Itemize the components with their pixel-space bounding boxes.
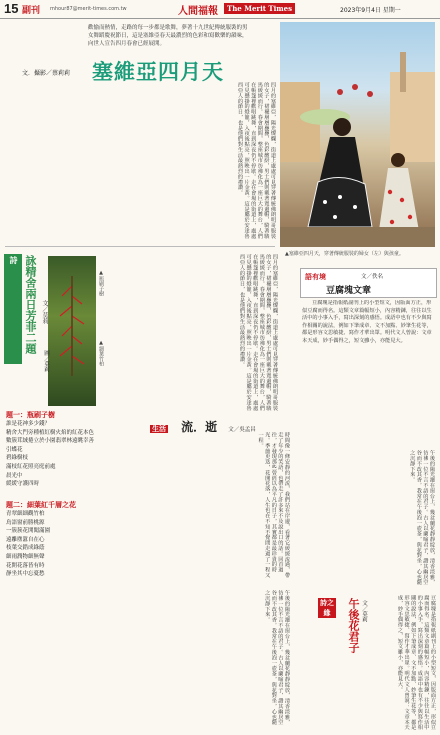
newspaper-logo-en: The Merit Times bbox=[224, 3, 295, 14]
poem-line: 一簇簇花開聞滿園 bbox=[6, 528, 51, 535]
poem-line: 靜坐其中忘憂愁 bbox=[6, 571, 45, 578]
contact-url[interactable]: mhour87@merit-times.com.tw bbox=[50, 6, 127, 12]
poem-line: 花開花落皆有時 bbox=[6, 562, 45, 569]
poem-line: 滿枝紅花照亮庭前處 bbox=[6, 463, 56, 470]
column2-title: 流．逝 bbox=[181, 420, 218, 434]
column1-label: 語有境 bbox=[305, 273, 326, 281]
column1-title: 豆腐塊文章 bbox=[326, 286, 372, 296]
feature-intro: 歡愉而熱情，走路的每一步都是歌舞，夢著十九世紀傳統服裝的男女舞蹈慶祝節日，這是塞維亞春天最濃烈的色彩和寫歡樂的韻味，向世人宣告四月春會已經展開。 bbox=[88, 25, 248, 47]
bottlebrush-flower-illustration bbox=[48, 256, 96, 406]
poem-title-bar bbox=[4, 254, 22, 364]
column3-body-cont: 豆腐塊是指報紙副刊上的小型短文，因版面方正，形似豆腐而得名。這類文章篇幅短小，內容精鍊，往往以生活中的小事入手，寫出深刻的感悟。成語中也有不少與寫作相關的說法，例如下筆成章、文不加點、妙筆生花等，都是形容文思敏捷、寫作才華出眾。明代文人曾說：文章本天成，妙手偶得之，短文雖小，亦能見大。 bbox=[397, 595, 436, 730]
column1-body: 豆腐塊是指報紙副刊上的小型短文，因版面方正，形似豆腐而得名。這類文章篇幅短小，內容精鍊，往往以生活中的小事入手，寫出深刻的感悟。成語中也有不少與寫作相關的說法，例如下筆成章、文不加點、妙筆生花等，都是形容文思敏捷、寫作才華出眾。明代文人曾說：文章本天成，妙手偶得之，短文雖小，亦能見大。 bbox=[302, 300, 432, 344]
photo1-caption: ▲瓶刷子樹 bbox=[98, 270, 104, 296]
poem-line: 鳥語窗前勝桃源 bbox=[6, 519, 45, 526]
middle-article: 四月的塞維亞，陽光燦爛，街道上處處可見穿著傳統佛朗明哥服裝的女子，裙襬層層疊疊，色彩繽紛，男士們則戴著寬邊帽，騎著駿馬緩緩而行。春會期間，整座城市彷彿化為一座巨大的舞台，人們在帳篷裡歡唱跳舞，直到深夜仍不停歇。走在會場的街道上，處處可見懸掛的燈籠，入夜後點亮，照映出一片金黃。這是屬於安達魯西亞人的節日，也是他們對生活最熱烈的禮讚。 bbox=[239, 254, 278, 411]
poem-part2-title: 題二：細葉紅千層之花 bbox=[6, 501, 76, 509]
poem-author: 文／莫莉 bbox=[41, 300, 48, 324]
poem-part1-title: 題一：瓶刷子樹 bbox=[6, 411, 55, 419]
poem-part1-lines bbox=[6, 420, 136, 489]
poem-photo-credit: 圖／莫莉 bbox=[43, 350, 49, 372]
page-number: 15 bbox=[4, 1, 19, 16]
poem-part2-lines bbox=[6, 510, 136, 579]
flamenco-dancers-illustration bbox=[280, 22, 435, 247]
section-name: 副刊 bbox=[22, 6, 41, 16]
poem-line: 遠離塵囂自在心 bbox=[6, 536, 45, 543]
poem-line: 晨光中 bbox=[6, 472, 23, 479]
column2-author: 文／吳孟昌 bbox=[228, 427, 256, 433]
poem-line: 精舍大門旁種植紅樹火焰的紅花本色 bbox=[6, 429, 95, 436]
column2-body-cont: 午後的陽光灑在窗台上，幾盆蘭花靜靜綻放，清香淡雅，彷彿一位不言不語的君子。古人以蘭喻君子，讚其幽居空谷而不改其香。我常在午後泡一壺茶，與花對坐，心也隨之沉靜下來。 bbox=[264, 590, 290, 725]
divider bbox=[5, 246, 275, 247]
column1-author: 文／佚名 bbox=[361, 274, 384, 280]
feature-byline: 文．攝影／蔡莉莉 bbox=[22, 70, 71, 77]
poem-line: 誰是花神多少錢？ bbox=[6, 421, 51, 427]
issue-date: 2023年9月4日 星期一 bbox=[340, 7, 401, 14]
feature-photo bbox=[280, 22, 435, 247]
column2-label: 生活 bbox=[152, 425, 166, 433]
bottlebrush-photo bbox=[48, 256, 96, 406]
photo2-caption: ▲細葉竹柏 bbox=[98, 340, 104, 366]
poem-line: 細雨潤物細無聲 bbox=[6, 553, 45, 560]
poem-line: 數簇茸絨捲立於小園翡翠林遠眺幸善 bbox=[6, 438, 95, 445]
poem-line: 緩緩守護四時 bbox=[6, 481, 40, 488]
poem-line: 碧綠樹枝 bbox=[6, 455, 29, 462]
column1-header bbox=[300, 268, 437, 298]
feature-photo-caption: ▲塞維亞四月天，穿著傳統服裝的婦女（左）與孩童。 bbox=[285, 251, 404, 257]
column2-body: 時間像一條安靜的河流，我們站在岸邊，看著它緩緩流過，帶走了年少的笑語，也帶走了許多來不及說出口的話。回首過往，才發現那些曾經以為平凡的日子，其實都是最珍貴的時光。季節更迭，花開花落，人生也在不知不覺間走過了一程又一程。 bbox=[257, 432, 290, 578]
column3-title: 午後花君子 bbox=[347, 598, 360, 653]
poem-line: 枝葉交錯成綠蔭 bbox=[6, 545, 45, 552]
poem-line: 引蝶花 bbox=[6, 446, 23, 453]
poem-title-label: 詩 bbox=[9, 256, 18, 264]
poem-title: 詠精舍兩日芳菲二題 bbox=[24, 255, 37, 354]
column3-author: 文／莫莉 bbox=[361, 600, 367, 622]
feature-body: 四月的塞維亞，陽光燦爛，街道上處處可見穿著傳統佛朗明哥服裝的女子，裙襬層層疊疊，色彩繽紛，男士們則戴著寬邊帽，騎著駿馬緩緩而行。春會期間，整座城市彷彿化為一座巨大的舞台，人們在帳篷裡歡唱跳舞，直到深夜仍不停歇。走在會場的街道上，處處可見懸掛的燈籠，入夜後點亮，照映出一片金黃。這是屬於安達魯西亞人的節日，也是他們對生活最熱烈的禮讚。 bbox=[237, 82, 276, 239]
newspaper-logo: 人間福報 bbox=[178, 6, 218, 17]
poem-part2 bbox=[6, 500, 136, 579]
column3-body: 午後的陽光灑在窗台上，幾盆蘭花靜靜綻放，清香淡雅，彷彿一位不言不語的君子。古人以蘭喻君子，讚其幽居空谷而不改其香。我常在午後泡一壺茶，與花對坐，心也隨之沉靜下來。 bbox=[409, 450, 435, 585]
poem-part1 bbox=[6, 410, 136, 489]
column3-label: 詩之緣 bbox=[320, 599, 334, 617]
feature-title: 塞維亞四月天 bbox=[92, 60, 224, 84]
page-header bbox=[0, 0, 440, 19]
poem-line: 青翠細細觀竹柏 bbox=[6, 511, 45, 517]
